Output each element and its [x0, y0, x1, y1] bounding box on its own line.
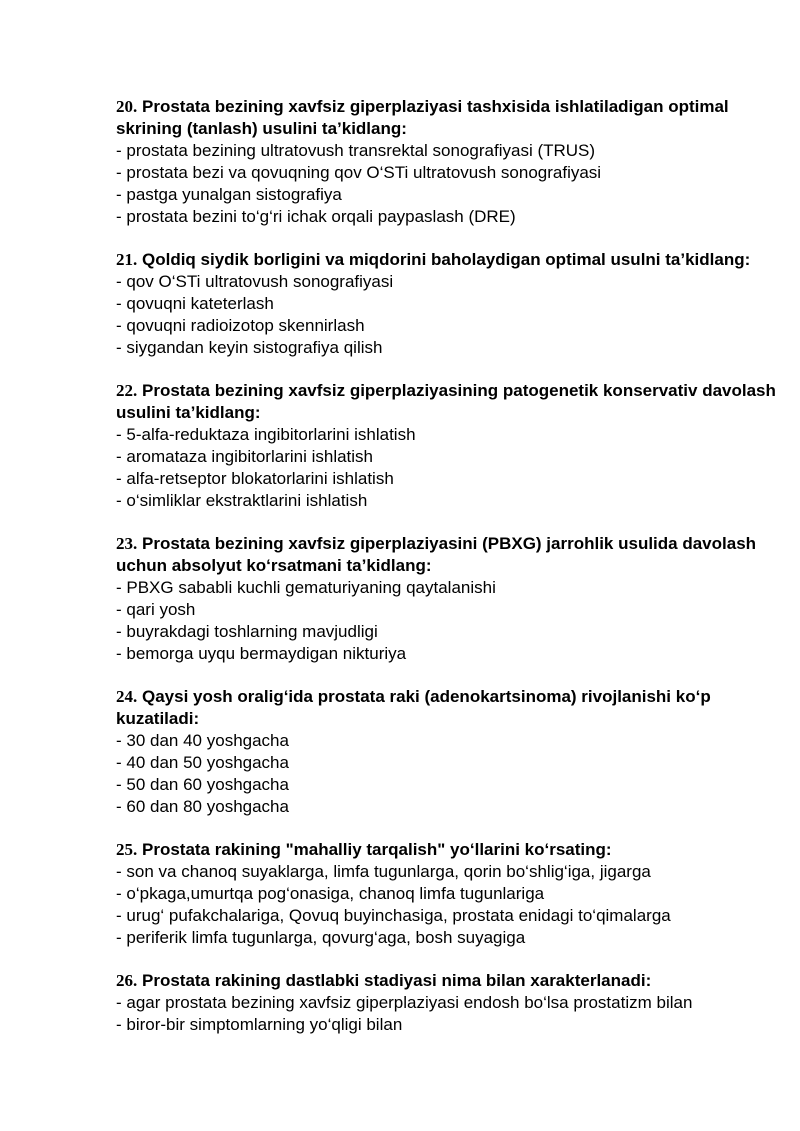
question-25 — [116, 839, 776, 949]
question-number: 26. — [116, 971, 138, 990]
answer-option: - alfa-retseptor blokatorlarini ishlatish — [116, 469, 394, 488]
answer-option: - 40 dan 50 yoshgacha — [116, 753, 289, 772]
answer-option: - buyrakdagi toshlarning mavjudligi — [116, 622, 378, 641]
question-number: 24. — [116, 687, 138, 706]
answer-options — [116, 730, 776, 818]
answer-option: - bemorga uyqu bermaydigan nikturiya — [116, 644, 407, 663]
question-23 — [116, 533, 776, 665]
answer-option: - urug‘ pufakchalariga, Qovuq buyinchasiga, prostata enidagi to‘qimalarga — [116, 906, 671, 925]
answer-option: - agar prostata bezining xavfsiz giperplaziyasi endosh bo‘lsa prostatizm bilan — [116, 993, 693, 1012]
answer-option: - periferik limfa tugunlarga, qovurg‘aga, bosh suyagiga — [116, 928, 526, 947]
answer-option: - 60 dan 80 yoshgacha — [116, 797, 289, 816]
question-number: 25. — [116, 840, 138, 859]
answer-option: - qov O‘STi ultratovush sonografiyasi — [116, 272, 394, 291]
question-text: Qoldiq siydik borligini va miqdorini baholaydigan optimal usulni ta’kidlang: — [141, 250, 751, 269]
answer-options — [116, 992, 776, 1036]
answer-option: - pastga yunalgan sistografiya — [116, 185, 342, 204]
answer-option: - PBXG sababli kuchli gematuriyaning qaytalanishi — [116, 578, 496, 597]
question-title — [116, 533, 776, 577]
answer-options — [116, 424, 776, 512]
answer-option: - o‘simliklar ekstraktlarini ishlatish — [116, 491, 368, 510]
question-number: 21. — [116, 250, 138, 269]
answer-option: - prostata bezini to‘g‘ri ichak orqali paypaslash (DRE) — [116, 207, 516, 226]
question-title — [116, 96, 776, 140]
answer-options — [116, 140, 776, 228]
question-number: 20. — [116, 97, 138, 116]
question-text: Prostata rakining "mahalliy tarqalish" yo‘llarini ko‘rsating: — [141, 840, 612, 859]
question-text: Prostata rakining dastlabki stadiyasi nima bilan xarakterlanadi: — [141, 971, 652, 990]
answer-option: - son va chanoq suyaklarga, limfa tugunlarga, qorin bo‘shlig‘iga, jigarga — [116, 862, 651, 881]
document-page — [116, 96, 776, 1057]
answer-option: - biror-bir simptomlarning yo‘qligi bilan — [116, 1015, 403, 1034]
answer-option: - siygandan keyin sistografiya qilish — [116, 338, 383, 357]
question-number: 22. — [116, 381, 138, 400]
answer-option: - aromataza ingibitorlarini ishlatish — [116, 447, 374, 466]
question-text: Prostata bezining xavfsiz giperplaziyasini (PBXG) jarrohlik usulida davolash uchun absolyut ko‘rsatmani ta’kidlang: — [116, 534, 757, 575]
question-20 — [116, 96, 776, 228]
question-title — [116, 380, 776, 424]
answer-option: - prostata bezi va qovuqning qov O‘STi ultratovush sonografiyasi — [116, 163, 602, 182]
question-text: Prostata bezining xavfsiz giperplaziyasi tashxisida ishlatiladigan optimal skrining (tanlash) usulini ta’kidlang: — [116, 97, 729, 138]
answer-option: - qovuqni radioizotop skennirlash — [116, 316, 365, 335]
answer-option: - qovuqni kateterlash — [116, 294, 274, 313]
question-title — [116, 686, 776, 730]
answer-options — [116, 271, 776, 359]
answer-option: - 50 dan 60 yoshgacha — [116, 775, 289, 794]
question-21 — [116, 249, 776, 359]
answer-options — [116, 861, 776, 949]
question-text: Qaysi yosh oralig‘ida prostata raki (adenokartsinoma) rivojlanishi ko‘p kuzatiladi: — [116, 687, 711, 728]
question-22 — [116, 380, 776, 512]
question-text: Prostata bezining xavfsiz giperplaziyasining patogenetik konservativ davolash usulini ta’kidlang: — [116, 381, 776, 422]
answer-option: - prostata bezining ultratovush transrektal sonografiyasi (TRUS) — [116, 141, 596, 160]
answer-option: - 5-alfa-reduktaza ingibitorlarini ishlatish — [116, 425, 416, 444]
question-26 — [116, 970, 776, 1036]
answer-option: - qari yosh — [116, 600, 196, 619]
question-24 — [116, 686, 776, 818]
answer-option: - 30 dan 40 yoshgacha — [116, 731, 289, 750]
question-title — [116, 839, 776, 861]
question-title — [116, 970, 776, 992]
answer-option: - o‘pkaga,umurtqa pog‘onasiga, chanoq limfa tugunlariga — [116, 884, 545, 903]
question-title — [116, 249, 776, 271]
question-number: 23. — [116, 534, 138, 553]
answer-options — [116, 577, 776, 665]
